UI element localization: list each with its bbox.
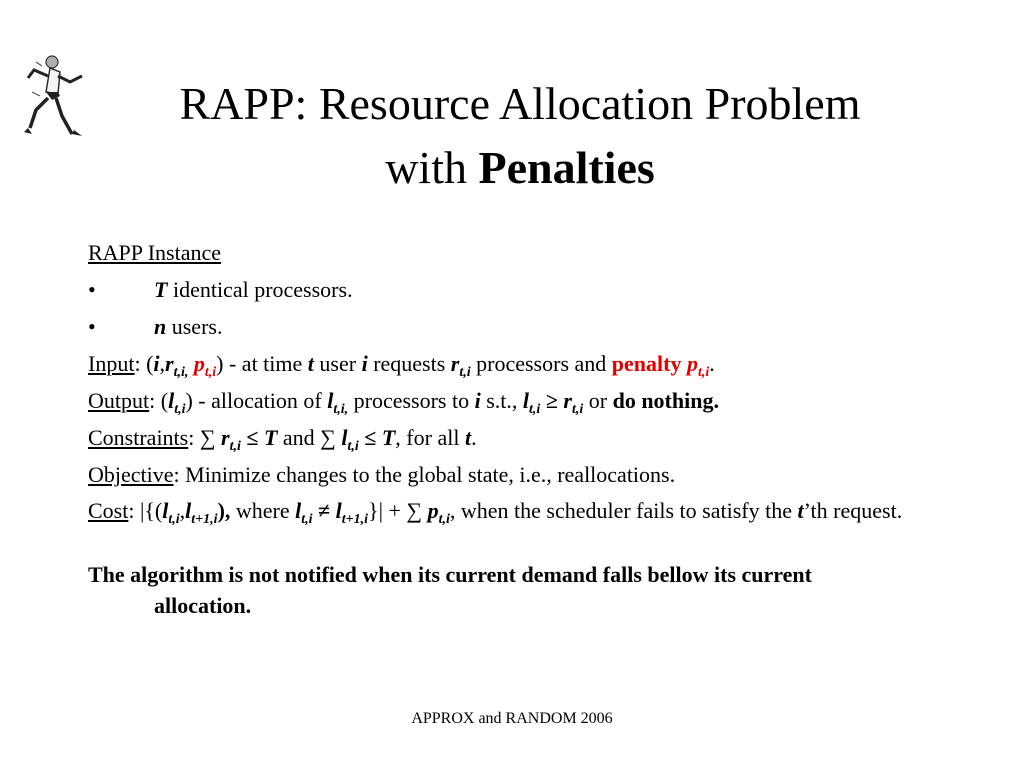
footer-text: APPROX and RANDOM 2006 bbox=[411, 710, 613, 727]
slide-title bbox=[90, 72, 950, 200]
geq-sign: ≥ bbox=[540, 388, 564, 413]
objective-label: Objective bbox=[88, 462, 174, 487]
bullet-users bbox=[88, 308, 908, 345]
bullet-marker: • bbox=[88, 277, 96, 302]
title-line-2 bbox=[90, 136, 950, 200]
bullet-marker: • bbox=[88, 314, 96, 339]
constraints-label: Constraints bbox=[88, 425, 189, 450]
bullet-text: identical processors. bbox=[167, 277, 353, 302]
title-bold: Penalties bbox=[478, 142, 655, 193]
text: : ( bbox=[134, 351, 154, 376]
subscript: t,i bbox=[529, 402, 541, 417]
text: : |{( bbox=[128, 498, 163, 523]
constraints-line bbox=[88, 419, 908, 456]
var-p: p bbox=[193, 351, 205, 376]
cost-label: Cost bbox=[88, 498, 129, 523]
var-t: t bbox=[464, 425, 472, 450]
output-label: Output bbox=[88, 388, 150, 413]
cost-line: Cost: $|\{(l_{t,i},l_{t+1,i})$, where $l_{t,i} \ne l_{t+1,i}\}|$ + ∑ $p_{t,i}$, when the scheduler fails to satisfy the t’th request. bbox=[88, 498, 903, 527]
text: or bbox=[583, 388, 613, 413]
text: , when the scheduler fails to satisfy the bbox=[449, 498, 798, 523]
neq-sign: ≠ bbox=[312, 498, 336, 523]
subscript: t,i bbox=[168, 512, 180, 527]
text: requests bbox=[367, 351, 451, 376]
text: and ∑ bbox=[277, 425, 342, 450]
subscript: t,i bbox=[459, 365, 471, 380]
text: : ∑ bbox=[188, 425, 222, 450]
var-r: r bbox=[563, 388, 572, 413]
var-i: i bbox=[474, 388, 481, 413]
bullet-text: users. bbox=[166, 314, 223, 339]
algorithm-note: The algorithm is not notified when its current demand falls bellow its current allocation. bbox=[88, 562, 812, 618]
subscript: t,i bbox=[571, 402, 584, 417]
var-l: l bbox=[522, 388, 530, 413]
slide-content bbox=[88, 234, 908, 621]
var-l: l bbox=[295, 498, 302, 523]
subscript: t,i bbox=[438, 512, 450, 527]
var-l: l bbox=[185, 498, 192, 523]
subscript: t,i bbox=[347, 439, 359, 454]
var-t: t bbox=[307, 351, 314, 376]
var-l: l bbox=[327, 388, 334, 413]
leq-sign: ≤ bbox=[358, 425, 382, 450]
text: . bbox=[709, 351, 715, 376]
text: }| + ∑ bbox=[368, 498, 428, 523]
instance-label: RAPP Instance bbox=[88, 240, 222, 265]
text: s.t., bbox=[480, 388, 523, 413]
bullet-processors bbox=[88, 271, 908, 308]
text: . bbox=[471, 425, 477, 450]
text: , bbox=[159, 351, 166, 376]
do-nothing: do nothing. bbox=[612, 388, 719, 413]
objective-line bbox=[88, 456, 908, 493]
text: ) - allocation of bbox=[185, 388, 328, 413]
var-r: r bbox=[221, 425, 230, 450]
var-p: p bbox=[686, 351, 698, 376]
subscript: t,i bbox=[229, 439, 241, 454]
subscript: t+1,i bbox=[341, 512, 369, 527]
var-T: T bbox=[381, 425, 396, 450]
var-n: n bbox=[154, 314, 167, 339]
leq-sign: ≤ bbox=[240, 425, 264, 450]
var-l: l bbox=[162, 498, 169, 523]
text: : ( bbox=[149, 388, 169, 413]
text: ), bbox=[217, 498, 231, 523]
var-l: l bbox=[335, 498, 342, 523]
var-r: r bbox=[165, 351, 174, 376]
subscript: t,i bbox=[174, 402, 186, 417]
running-man-logo bbox=[22, 52, 88, 142]
subscript: t,i bbox=[697, 365, 710, 380]
output-line bbox=[88, 382, 908, 419]
subscript: t,i bbox=[301, 512, 313, 527]
input-label: Input bbox=[88, 351, 135, 376]
text: where bbox=[230, 498, 296, 523]
subscript: t,i, bbox=[333, 402, 349, 417]
var-l: l bbox=[168, 388, 175, 413]
text: ) - at time bbox=[216, 351, 308, 376]
var-r: r bbox=[450, 351, 460, 376]
text: processors to bbox=[348, 388, 475, 413]
objective-text: : Minimize changes to the global state, i.e., reallocations. bbox=[173, 462, 676, 487]
var-l: l bbox=[341, 425, 348, 450]
input-line bbox=[88, 345, 908, 382]
text: processors and bbox=[470, 351, 612, 376]
subscript: t,i bbox=[204, 365, 217, 380]
var-i: i bbox=[153, 351, 160, 376]
instance-heading bbox=[88, 234, 908, 271]
var-T: T bbox=[263, 425, 278, 450]
running-man-icon bbox=[22, 52, 88, 142]
subscript: t+1,i bbox=[191, 512, 218, 527]
var-p: p bbox=[427, 498, 439, 523]
var-i: i bbox=[361, 351, 368, 376]
title-prefix: with bbox=[385, 142, 479, 193]
var-t: t bbox=[797, 498, 804, 523]
text: , for all bbox=[395, 425, 465, 450]
var-T: T bbox=[154, 277, 168, 302]
title-line-1: RAPP: Resource Allocation Problem bbox=[179, 78, 861, 129]
subscript: t,i, bbox=[173, 365, 189, 380]
penalty-word: penalty bbox=[611, 351, 682, 376]
text: user bbox=[313, 351, 362, 376]
text: ’th request. bbox=[803, 498, 903, 523]
